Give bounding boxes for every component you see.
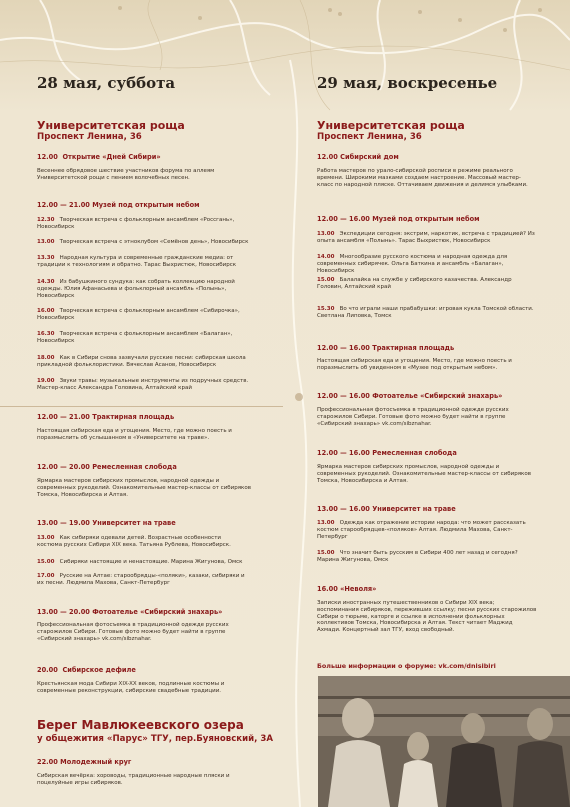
event-time: 15.00	[317, 550, 335, 556]
event-item	[37, 239, 259, 246]
sat-circle-heading: 22.00 Молодежный круг	[37, 758, 132, 766]
event-item	[37, 255, 259, 269]
sat-opening-heading: 12.00 Открытие «Дней Сибири»	[37, 153, 161, 161]
sat-tavern-heading: 12.00 — 21.00 Трактирная площадь	[37, 413, 175, 421]
event-time: 14.30	[37, 279, 55, 285]
event-item	[37, 573, 247, 587]
event-text: Одежда как отражение истории народа: что может рассказать костюм старообрядцев-«поляков» Алтая. Людмила Махова, Санкт-Петербург	[317, 520, 526, 540]
event-time: 12.30	[37, 217, 55, 223]
sun-tavern-heading: 12.00 — 16.00 Трактирная площадь	[317, 344, 455, 352]
event-item	[317, 277, 539, 291]
event-text: Творческая встреча с фольклорным ансамблем «Сибирочка», Новосибирск	[37, 308, 240, 321]
event-item	[317, 520, 532, 540]
divider	[0, 406, 283, 407]
sun-museum-heading: 12.00 — 16.00 Музей под открытым небом	[317, 215, 480, 223]
sunday-place-title: Университетская роща	[317, 119, 465, 132]
sat-crafts-heading: 12.00 — 20.00 Ремесленная слобода	[37, 463, 177, 471]
sun-university-heading: 13.00 — 16.00 Университет на траве	[317, 505, 456, 513]
saturday-place-title: Университетская роща	[37, 119, 185, 132]
event-item	[317, 550, 532, 564]
event-time: 18.00	[37, 355, 55, 361]
event-time: 17.00	[37, 573, 55, 579]
sun-crafts-text: Ярмарка мастеров сибирских промыслов, народной одежды и современных рукоделий. Ознакомительные мастер-классы от сибиряков Томска, Новосибирска и Алтая.	[317, 464, 531, 484]
event-text: Как в Сибири снова зазвучали русские песни: сибирская школа прикладной фольклористики. Вячеслав Асанов, Новосибирск	[37, 355, 246, 368]
event-time: 13.30	[37, 255, 55, 261]
event-time: 15.00	[317, 277, 335, 283]
historical-photo	[318, 676, 570, 807]
event-time: 14.00	[317, 254, 335, 260]
event-text: Творческая встреча с этноклубом «Семёнов день», Новосибирск	[59, 239, 249, 245]
sat-tavern-text: Настоящая сибирская еда и угощения. Место, где можно поесть и поразмыслить об услышанном в «Университете на траве».	[37, 428, 232, 441]
event-item	[37, 217, 259, 231]
event-time: 13.00	[317, 231, 335, 237]
lake-title: Берег Мавлюкеевского озера	[37, 718, 244, 732]
event-time: 13.00	[317, 520, 335, 526]
sun-captivity-text: Записки иностранных путешественников о Сибири XIX века; воспоминания сибиряков, переживших ссылку; песни русских старожилов Сибири о тюрьме, каторге и ссылке в исполнении фольклорных коллективов Томска, Новосибирска и Алтая. Текст читает Маджид Ахмади. Концертный зал ТГУ, вход свободный.	[317, 600, 537, 634]
sat-defile-heading: 20.00 Сибирское дефиле	[37, 666, 136, 674]
sun-photo-text: Профессиональная фотосъемка в традиционной одежде русских старожилов Сибири. Готовые фото можно будет найти в группе «Сибирский знахарь» vk.com/sibznahar.	[317, 407, 509, 427]
sat-defile-text: Крестьянская мода Сибири XIX-XX веков, подлинные костюмы и современные реконструкции, сибирские свадебные традиции.	[37, 681, 225, 694]
sun-captivity-heading: 16.00 «Неволя»	[317, 585, 377, 593]
sun-house-text: Работа мастеров по урало-сибирской росписи в режиме реального времени. Широкими мазками создаем настроение. Массовый мастер-класс по народной пляске. Оттачиваем движения и делимся улыбками.	[317, 168, 528, 188]
event-time: 16.30	[37, 331, 55, 337]
sun-photo-heading: 12.00 — 16.00 Фотоателье «Сибирский знахарь»	[317, 392, 503, 400]
sat-crafts-text: Ярмарка мастеров сибирских промыслов, народной одежды и современных рукоделий. Ознакомительные мастер-классы от сибиряков Томска, Новосибирска и Алтая.	[37, 478, 251, 498]
event-item	[37, 308, 259, 322]
event-text: Экспедиции сегодня: экстрим, наркотик, встреча с традицией? Из опыта ансамбля «Полынь». Тарас Выхристюк, Новосибирск	[317, 231, 535, 244]
sunday-day-title: 29 мая, воскресенье	[317, 74, 498, 92]
saturday-place-address: Проспект Ленина, 36	[37, 132, 142, 142]
event-item	[37, 331, 259, 345]
event-text: Русские на Алтае: старообрядцы-«поляки», казаки, сибиряки и их песни. Людмила Махова, Санкт-Петербург	[37, 573, 245, 586]
sun-house-heading: 12.00 Сибирский дом	[317, 153, 399, 161]
sun-crafts-heading: 12.00 — 16.00 Ремесленная слобода	[317, 449, 457, 457]
event-text: Из бабушкиного сундука: как собрать коллекцию народной одежды. Юлия Афанасьева и фольклорный ансамбль «Полынь», Новосибирск	[37, 279, 235, 299]
event-time: 13.00	[37, 239, 55, 245]
event-text: Во что играли наши прабабушки: игровая кукла Томской области. Светлана Липовка, Томск	[317, 306, 534, 319]
event-item	[37, 535, 247, 549]
sun-tavern-text: Настоящая сибирская еда и угощения. Место, где можно поесть и поразмыслить об увиденном в «Музее под открытым небом».	[317, 358, 512, 371]
sat-museum-heading: 12.00 — 21.00 Музей под открытым небом	[37, 201, 200, 209]
lake-address: у общежития «Парус» ТГУ, пер.Буяновский, 3А	[37, 734, 274, 744]
sat-opening-text: Весеннее обрядовое шествие участников форума по аллеям Университетской рощи с пением волочебных песен.	[37, 168, 215, 181]
event-item	[37, 279, 259, 299]
event-time: 16.00	[37, 308, 55, 314]
event-item	[37, 378, 259, 392]
event-text: Творческая встреча с фольклорным ансамблем «Балаган», Новосибирск	[37, 331, 233, 344]
event-text: Что значит быть русским в Сибири 400 лет назад и сегодня? Марина Жигунова, Омск	[317, 550, 518, 563]
event-text: Звуки травы: музыкальные инструменты из подручных средств. Мастер-класс Александра Головина, Алтайский край	[37, 378, 249, 391]
sat-university-heading: 13.00 — 19.00 Университет на траве	[37, 519, 176, 527]
event-time: 13.00	[37, 535, 55, 541]
event-time: 19.00	[37, 378, 55, 384]
event-time: 15.30	[317, 306, 335, 312]
sat-circle-text: Сибирская вечёрка: хороводы, традиционные народные пляски и поцелуйные игры сибиряков.	[37, 773, 230, 786]
event-text: Народная культура и современные гражданские медиа: от традиции к технологиям и обратно. Тарас Выхристюк, Новосибирск	[37, 255, 237, 268]
event-text: Балалайка на службе у сибирского казачества. Александр Головин, Алтайский край	[317, 277, 512, 290]
event-item	[317, 306, 539, 320]
event-item	[317, 231, 539, 245]
saturday-day-title: 28 мая, суббота	[37, 74, 176, 92]
event-item	[317, 254, 539, 274]
event-text: Многообразие русского костюма и народная одежда для современных сибирячек. Ольга Баткина и ансамбль «Балаган», Новосибирск	[317, 254, 508, 274]
sunday-place-address: Проспект Ленина, 36	[317, 132, 422, 142]
more-info-link[interactable]: Больше информации о форуме: vk.com/dnisibiri	[317, 662, 496, 670]
event-text: Как сибиряки одевали детей. Возрастные особенности костюма русских Сибири XIX века. Татьяна Рублева, Новосибирск.	[37, 535, 231, 548]
event-text: Творческая встреча с фольклорным ансамблем «Россгань», Новосибирск	[37, 217, 235, 230]
event-time: 15.00	[37, 559, 55, 565]
sat-photo-heading: 13.00 — 20.00 Фотоателье «Сибирский знахарь»	[37, 608, 223, 616]
event-text: Сибиряки настоящие и ненастоящие. Марина Жигунова, Омск	[59, 559, 243, 565]
event-item	[37, 355, 259, 369]
sat-photo-text: Профессиональная фотосъемка в традиционной одежде русских старожилов Сибири. Готовые фото можно будет найти в группе «Сибирский знахарь» vk.com/sibznahar.	[37, 622, 229, 642]
event-item	[37, 559, 247, 566]
